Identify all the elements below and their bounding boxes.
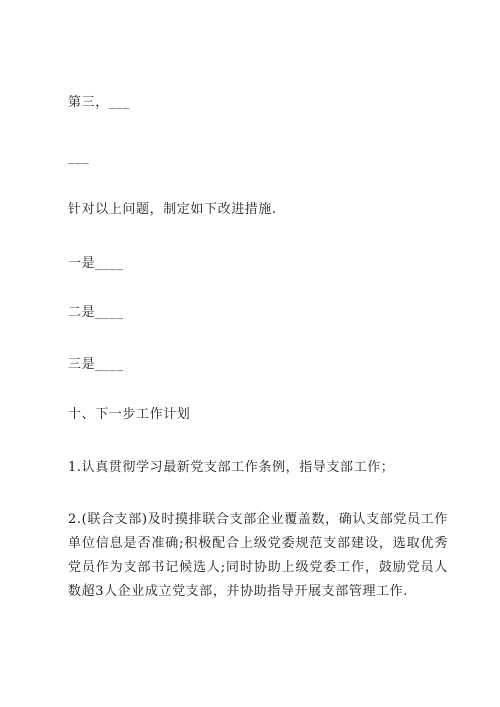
text-line-measure-two: 二是____ — [68, 305, 124, 320]
plan-item-one: 1.认真贯彻学习最新党支部工作条例，指导支部工作； — [68, 460, 395, 475]
section-heading-next-plan: 十、下一步工作计划 — [68, 407, 191, 422]
text-line-improvement-intro: 针对以上问题，制定如下改进措施. — [68, 202, 277, 217]
plan-item-two: 2.(联合支部)及时摸排联合支部企业覆盖数，确认支部党员工作单位信息是否准确;积极配合上级党委规范支部建设，选取优秀党员作为支部书记候选人;同时协助上级党委工作，鼓励党员人数超3人企业成立党支部，并协助指导开展支部管理工作. — [68, 512, 448, 599]
text-line-measure-one: 一是____ — [68, 256, 124, 271]
text-line-measure-three: 三是____ — [68, 357, 124, 372]
text-line-blank: ___ — [68, 150, 90, 165]
text-line-third-item: 第三，___ — [68, 95, 131, 110]
